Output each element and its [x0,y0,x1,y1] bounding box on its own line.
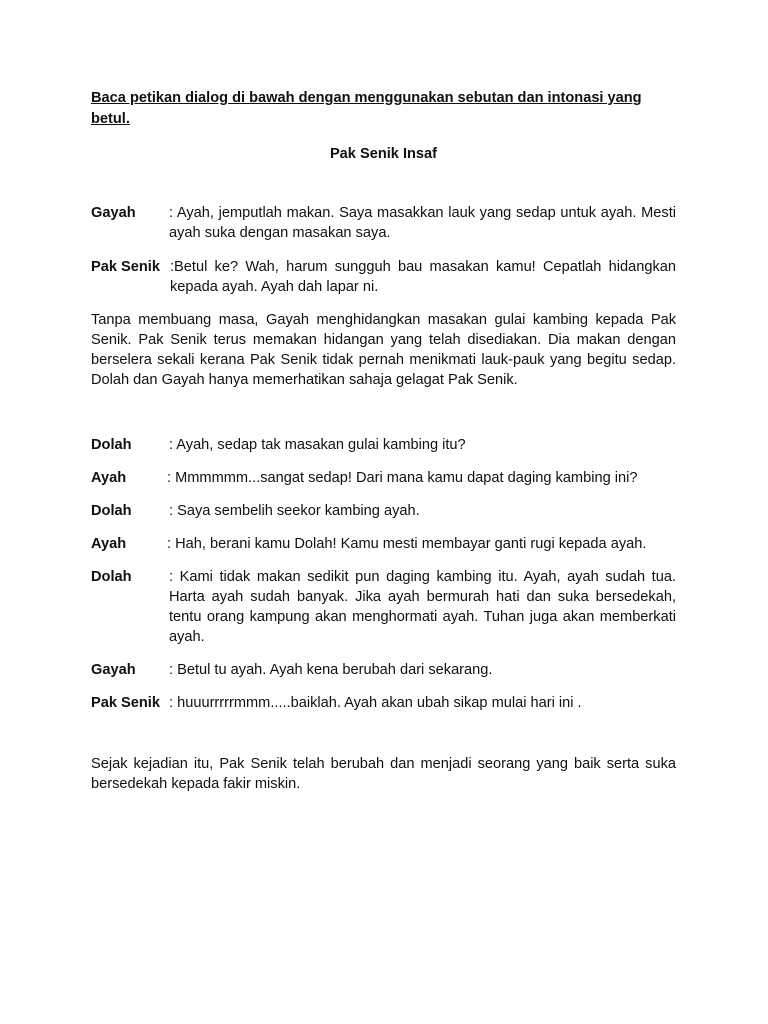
dialogue-line [91,468,676,488]
speaker-name: Dolah [91,437,132,453]
speaker-name: Gayah [91,205,136,221]
instruction-text: Baca petikan dialog di bawah dengan menggunakan sebutan dan intonasi yang betul. [91,90,642,127]
dialogue-text: : Ayah, jemputlah makan. Saya masakkan lauk yang sedap untuk ayah. Mesti ayah suka dengan masakan saya. [169,205,676,241]
speaker-name: Gayah [91,662,136,678]
speaker-name: Ayah [91,536,127,552]
dialogue-line [91,660,676,680]
dialogue-text: : Mmmmmm...sangat sedap! Dari mana kamu dapat daging kambing ini? [167,470,638,486]
dialogue-line [91,534,676,554]
speaker-name: Dolah [91,569,132,585]
closing-paragraph: Sejak kejadian itu, Pak Senik telah berubah dan menjadi seorang yang baik serta suka bersedekah kepada fakir miskin. [91,756,676,792]
story-title: Pak Senik Insaf [329,146,438,162]
dialogue-text: : Hah, berani kamu Dolah! Kamu mesti membayar ganti rugi kepada ayah. [167,536,647,552]
dialogue-text: : Kami tidak makan sedikit pun daging kambing itu. Ayah, ayah sudah tua. Harta ayah sudah banyak. Jika ayah bermurah hati dan suka bersedekah, tentu orang kampung akan menghormati ayah. Tuhan juga akan memberkati ayah. [169,569,676,645]
dialogue-line [91,203,676,243]
document-page [91,88,676,794]
dialogue-text: : Saya sembelih seekor kambing ayah. [169,503,420,519]
dialogue-text: : Ayah, sedap tak masakan gulai kambing itu? [169,437,466,453]
dialogue-text: : huuurrrrrmmm.....baiklah. Ayah akan ubah sikap mulai hari ini . [169,695,582,711]
dialogue-line [91,501,676,521]
dialogue-line [91,693,676,713]
speaker-name: Pak Senik [91,259,160,275]
dialogue-text: :Betul ke? Wah, harum sungguh bau masakan kamu! Cepatlah hidangkan kepada ayah. Ayah dah lapar ni. [170,259,676,295]
dialogue-text: : Betul tu ayah. Ayah kena berubah dari sekarang. [169,662,493,678]
speaker-name: Pak Senik [91,695,160,711]
dialogue-line [91,567,676,647]
dialogue-line [91,435,676,455]
speaker-name: Ayah [91,470,127,486]
narration-paragraph: Tanpa membuang masa, Gayah menghidangkan masakan gulai kambing kepada Pak Senik. Pak Senik terus memakan hidangan yang telah disediakan. Dia makan dengan berselera sekali kerana Pak Senik tidak pernah menikmati lauk-pauk yang begitu sedap. Dolah dan Gayah hanya memerhatikan sahaja gelagat Pak Senik. [91,312,676,388]
dialogue-line [91,257,676,297]
speaker-name: Dolah [91,503,132,519]
